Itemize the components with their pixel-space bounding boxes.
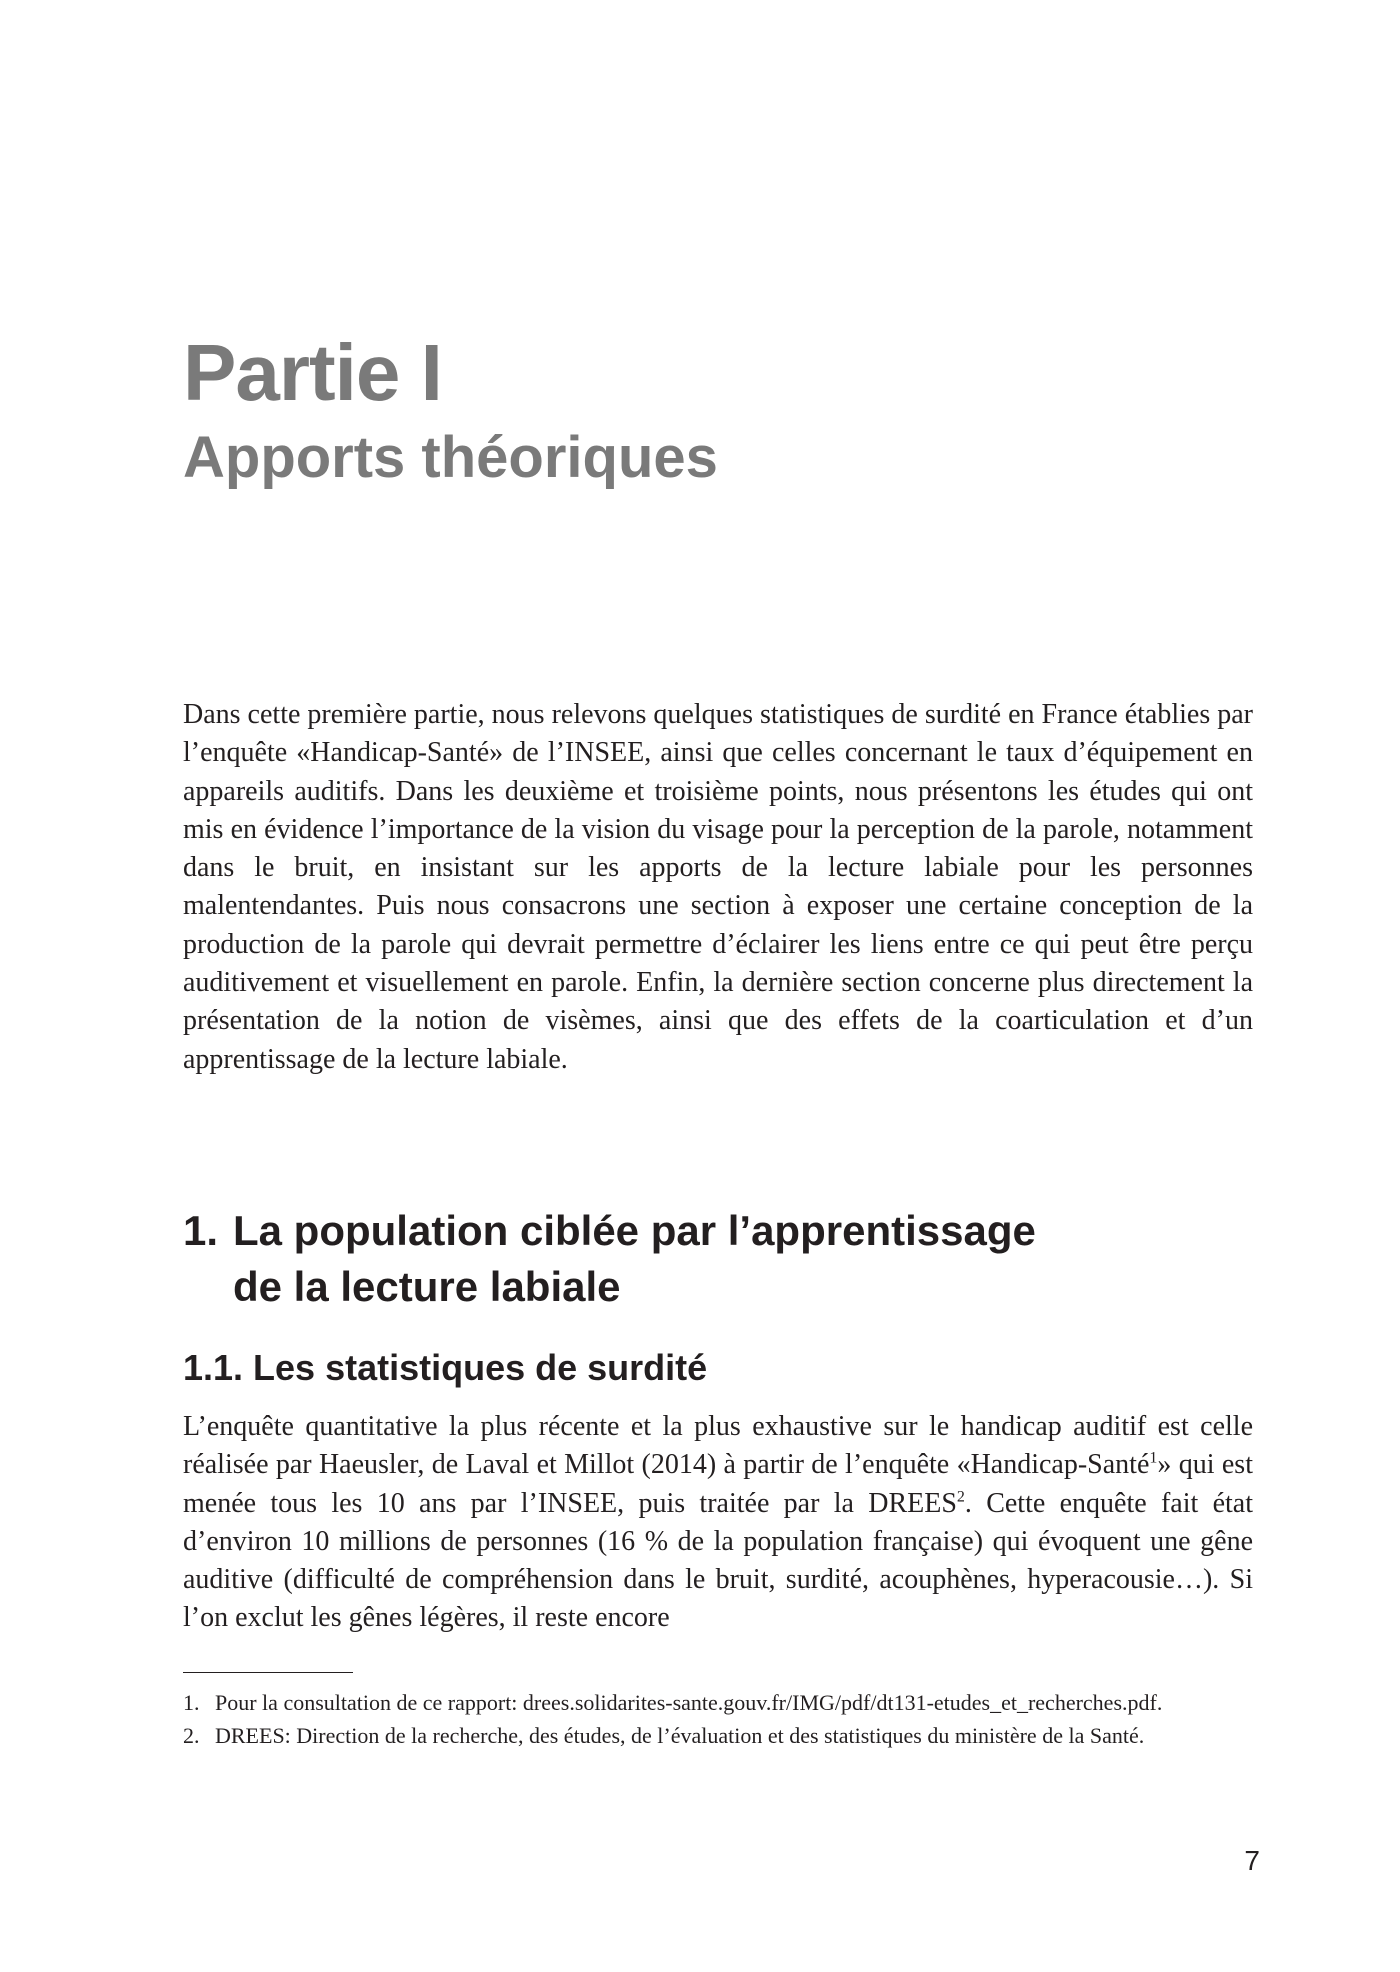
part-number: Partie I	[183, 328, 442, 417]
footnote-text: Pour la consultation de ce rapport: drees.solidarites-sante.gouv.fr/IMG/pdf/dt131-etudes_et_recherches.pdf.	[215, 1690, 1163, 1715]
footnote-1	[183, 1688, 1253, 1719]
part-title: Apports théoriques	[183, 425, 718, 490]
footnote-2	[183, 1721, 1253, 1752]
footnote-ref-2[interactable]: 2	[956, 1488, 965, 1506]
page-number: 7	[1244, 1845, 1260, 1876]
footnote-number: 2.	[183, 1722, 200, 1748]
footnotes	[183, 1688, 1253, 1753]
intro-paragraph: Dans cette première partie, nous relevons quelques statistiques de surdité en France établies par l’enquête «Handicap-Santé» de l’INSEE, ainsi que celles concernant le taux d’équipement en appareils auditifs. Dans les deuxième et troisième points, nous présentons les études qui ont mis en évidence l’importance de la vision du visage pour la perception de la parole, notamment dans le bruit, en insistant sur les apports de la lecture labiale pour les personnes malentendantes. Puis nous consacrons une section à exposer une certaine conception de la production de la parole qui devrait permettre d’éclairer les liens entre ce qui peut être perçu auditivement et visuellement en parole. Enfin, la dernière section concerne plus directement la présentation de la notion de visèmes, ainsi que des effets de la coarticulation et d’un apprentissage de la lecture labiale.	[183, 699, 1253, 1075]
section-1-title-line1: La population ciblée par l’apprentissage	[233, 1207, 1036, 1254]
section-1-1-paragraph	[183, 1408, 1253, 1638]
footnote-text: DREES: Direction de la recherche, des études, de l’évaluation et des statistiques du ministère de la Santé.	[215, 1722, 1145, 1748]
section-1-1-heading: 1.1. Les statistiques de surdité	[183, 1347, 708, 1388]
section-1-number: 1.	[183, 1207, 219, 1254]
footnote-divider	[183, 1672, 353, 1673]
paragraph-text-part3: . Cette enquête fait état d’environ 10 millions de personnes (16 % de la population française) qui évoquent une gêne auditive (difficulté de compréhension dans le bruit, surdité, acouphènes, hyperacousie…). Si l’on exclut les gênes légères, il reste encore	[183, 1487, 1253, 1634]
paragraph-text-part2: » qui est menée tous les 10 ans par l’INSEE, puis traitée par la DREES	[183, 1449, 1253, 1519]
footnote-number: 1.	[183, 1690, 200, 1715]
section-1-heading	[183, 1203, 1036, 1315]
footnote-ref-1[interactable]: 1	[1149, 1449, 1158, 1467]
section-1-title-line2: de la lecture labiale	[233, 1263, 621, 1310]
paragraph-text-part1: L’enquête quantitative la plus récente et la plus exhaustive sur le handicap auditif est celle réalisée par Haeusler, de Laval et Millot (2014) à partir de l’enquête «Handicap-Santé	[183, 1411, 1253, 1481]
